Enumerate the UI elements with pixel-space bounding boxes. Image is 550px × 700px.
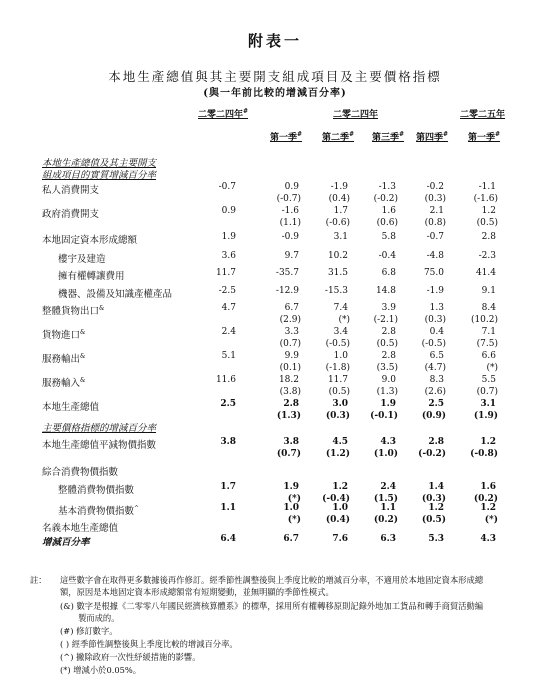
- header-q4-2024: 第四季#: [416, 131, 449, 143]
- cell-sub-q3: (0.2): [373, 515, 398, 525]
- cell-sub-q4: (4.7): [424, 363, 446, 373]
- cell-q5: 1.2: [480, 437, 496, 447]
- cell-q3: 1.1: [380, 503, 396, 513]
- nominal-q2: 7.6: [332, 534, 348, 544]
- cell-sub-q1: (*): [287, 515, 301, 525]
- cell-q4: -1.9: [426, 286, 444, 296]
- header-q2-2024: 第二季#: [322, 131, 355, 143]
- cell-q2: 1.7: [333, 206, 348, 216]
- cell-q3: 2.4: [380, 482, 396, 492]
- cell-sub-q3: (-2.1): [373, 315, 398, 325]
- cell-q4: 0.4: [429, 327, 444, 337]
- row-label-mark: &: [80, 328, 86, 336]
- row-label: [42, 232, 137, 246]
- note-line: (&) 數字是根據《二零零八年國民經濟核算體系》的標準，採用所有權轉移原則記錄外地加工貨品和轉手商貿活動編: [60, 601, 484, 611]
- cell-q4: 1.2: [428, 503, 444, 513]
- nominal-gdp-label: 名義本地生產總值: [42, 523, 119, 534]
- cell-q1: 1.0: [283, 503, 299, 513]
- header-annual-2024: 二零二四年#: [198, 108, 249, 120]
- note-line: 製而成的。: [78, 613, 120, 623]
- cell-q1: -0.9: [281, 232, 299, 242]
- cell-q5: 3.1: [480, 399, 496, 409]
- cell-q5: 41.4: [475, 268, 496, 278]
- notes-label: 註：: [30, 575, 47, 585]
- cell-q2: 3.0: [332, 399, 348, 409]
- cell-sub-q3: (-0.2): [373, 194, 398, 204]
- cell-sub-q4: (0.3): [424, 315, 446, 325]
- row-label-text: 政府消費開支: [42, 209, 100, 220]
- cell-q5: 2.8: [481, 232, 496, 242]
- cell-q5: 1.2: [480, 503, 496, 513]
- cell-q3: 1.9: [380, 399, 396, 409]
- row-label: [42, 464, 118, 478]
- section-title-gdp-line2: 組成項目的實質增減百分率: [42, 170, 157, 181]
- row-label: [58, 286, 172, 300]
- cell-annual: 1.9: [221, 232, 236, 242]
- row-label-text: 整體貨物出口: [42, 306, 100, 317]
- cell-annual: 5.1: [221, 351, 236, 361]
- cell-q3: 4.3: [380, 437, 396, 447]
- cell-sub-q3: (-0.1): [370, 411, 398, 421]
- cell-sub-q3: (0.6): [376, 218, 398, 228]
- cell-q2: 7.4: [333, 303, 348, 313]
- cell-q4: 2.5: [428, 399, 444, 409]
- cell-sub-q5: (*): [484, 515, 498, 525]
- cell-q2: 1.2: [332, 482, 348, 492]
- row-label-text: 本地生產總值平減物價指數: [42, 440, 157, 451]
- cell-sub-q4: (-0.2): [418, 449, 446, 459]
- cell-sub-q2: (0.5): [328, 387, 350, 397]
- cell-sub-q1: (0.1): [279, 363, 301, 373]
- row-label: [58, 251, 106, 265]
- row-label-text: 服務輸出: [42, 354, 81, 365]
- cell-q3: 3.9: [381, 303, 396, 313]
- cell-sub-q2: (-0.4): [322, 494, 350, 504]
- row-label: [42, 303, 104, 317]
- cell-annual: 11.7: [215, 268, 236, 278]
- cell-sub-q3: (1.5): [373, 494, 398, 504]
- cell-sub-q1: (*): [287, 494, 301, 504]
- cell-q5: 6.6: [481, 351, 496, 361]
- cell-q3: 2.8: [381, 351, 396, 361]
- nominal-q5: 4.3: [480, 534, 496, 544]
- cell-q5: 7.1: [481, 327, 496, 337]
- cell-q1: 3.3: [284, 327, 299, 337]
- cell-annual: 1.7: [220, 482, 236, 492]
- row-label-text: 整體消費物價指數: [58, 485, 135, 496]
- row-label-text: 綜合消費物價指數: [42, 467, 119, 478]
- cell-q3: 6.8: [381, 268, 396, 278]
- section-title-gdp-line1: 本地生產總值及其主要開支: [42, 158, 157, 169]
- cell-annual: -0.7: [218, 182, 236, 192]
- cell-sub-q2: (0.3): [325, 411, 350, 421]
- cell-q1: -1.6: [281, 206, 299, 216]
- cell-q2: 1.0: [332, 503, 348, 513]
- cell-annual: 3.8: [220, 437, 236, 447]
- cell-sub-q4: (2.6): [424, 387, 446, 397]
- page-title: 附表一: [247, 32, 302, 50]
- header-quarters-2025: 二零二五年: [460, 110, 506, 120]
- cell-annual: 4.7: [221, 303, 236, 313]
- row-label-text: 機器、設備及知識產權產品: [58, 289, 173, 300]
- cell-q3: 14.8: [375, 286, 396, 296]
- cell-sub-q3: (1.0): [373, 449, 398, 459]
- cell-q4: -4.8: [426, 251, 444, 261]
- nominal-q3: 6.3: [380, 534, 396, 544]
- note-line: (*) 增減小於0.05%。: [60, 665, 142, 675]
- row-label-mark: &: [99, 304, 105, 312]
- cell-q2: 31.5: [327, 268, 348, 278]
- cell-sub-q1: (-0.7): [276, 194, 301, 204]
- cell-annual: 3.6: [221, 251, 236, 261]
- cell-q1: 9.9: [284, 351, 299, 361]
- cell-q4: 2.1: [429, 206, 444, 216]
- cell-sub-q4: (0.3): [421, 494, 446, 504]
- cell-q2: 10.2: [327, 251, 348, 261]
- cell-q5: 8.4: [481, 303, 496, 313]
- cell-q4: 75.0: [423, 268, 444, 278]
- cell-annual: 1.1: [220, 503, 236, 513]
- row-label: [58, 503, 139, 517]
- cell-sub-q2: (0.4): [325, 515, 350, 525]
- cell-q1: 18.2: [278, 375, 299, 385]
- cell-sub-q5: (10.2): [470, 315, 498, 325]
- row-label: [58, 482, 134, 496]
- header-q1-2024: 第一季#: [270, 131, 303, 143]
- cell-sub-q1: (0.7): [276, 449, 301, 459]
- cell-sub-q1: (1.1): [279, 218, 301, 228]
- row-label: [42, 206, 99, 220]
- cell-sub-q5: (1.9): [473, 411, 498, 421]
- row-label-text: 擁有權轉讓費用: [58, 271, 125, 282]
- cell-q4: 1.3: [429, 303, 444, 313]
- cell-q2: 4.5: [332, 437, 348, 447]
- cell-q3: 5.8: [381, 232, 396, 242]
- row-label-text: 服務輸入: [42, 378, 81, 389]
- cell-q1: 3.8: [283, 437, 299, 447]
- cell-q3: 1.6: [381, 206, 396, 216]
- cell-q5: -2.3: [478, 251, 496, 261]
- cell-q1: 9.7: [284, 251, 299, 261]
- cell-sub-q2: (-0.6): [325, 218, 350, 228]
- nominal-q1: 6.7: [283, 534, 299, 544]
- cell-sub-q4: (0.3): [424, 194, 446, 204]
- row-label-text: 私人消費開支: [42, 185, 100, 196]
- cell-q2: 3.1: [333, 232, 348, 242]
- nominal-gdp-label-2: 增減百分率: [42, 537, 90, 548]
- row-label-text: 本地固定資本形成總額: [42, 235, 138, 246]
- header-q1-2025: 第一季#: [468, 131, 501, 143]
- cell-q5: 9.1: [481, 286, 496, 296]
- cell-q1: 6.7: [284, 303, 299, 313]
- cell-sub-q5: (0.2): [473, 494, 498, 504]
- row-label: [42, 399, 99, 413]
- cell-q4: 1.4: [428, 482, 444, 492]
- cell-q2: 3.4: [333, 327, 348, 337]
- note-line: 額，原因是本地固定資本形成總額常有短期變動，並無明顯的季節性模式。: [60, 587, 334, 597]
- note-line: ( ) 經季節性調整後與上季度比較的增減百分率。: [60, 639, 238, 649]
- note-line: (^) 撇除政府一次性紓緩措施的影響。: [60, 652, 201, 662]
- cell-q3: 9.0: [381, 375, 396, 385]
- cell-annual: -2.5: [218, 286, 236, 296]
- cell-annual: 11.6: [215, 375, 236, 385]
- cell-sub-q5: (*): [486, 363, 498, 373]
- cell-annual: 2.4: [221, 327, 236, 337]
- row-label-text: 樓宇及建造: [58, 254, 106, 265]
- cell-sub-q5: (7.5): [476, 339, 498, 349]
- cell-q3: -0.4: [378, 251, 396, 261]
- cell-q5: 1.2: [481, 206, 496, 216]
- cell-q1: 2.8: [283, 399, 299, 409]
- cell-q4: 8.3: [429, 375, 444, 385]
- row-label-mark: &: [80, 352, 86, 360]
- nominal-q4: 5.3: [428, 534, 444, 544]
- cell-sub-q1: (2.9): [279, 315, 301, 325]
- row-label-mark: ^: [134, 504, 140, 512]
- cell-annual: 2.5: [220, 399, 236, 409]
- cell-sub-q2: (*): [338, 315, 350, 325]
- cell-q4: 6.5: [429, 351, 444, 361]
- row-label-text: 本地生產總值: [42, 402, 100, 413]
- cell-q2: -15.3: [324, 286, 348, 296]
- cell-sub-q5: (-0.8): [470, 449, 498, 459]
- cell-sub-q5: (0.7): [476, 387, 498, 397]
- header-q3-2024: 第三季#: [372, 131, 405, 143]
- row-label: [42, 327, 85, 341]
- cell-sub-q2: (0.4): [328, 194, 350, 204]
- cell-q2: 1.0: [333, 351, 348, 361]
- row-label-text: 基本消費物價指數: [58, 506, 135, 517]
- cell-sub-q1: (0.7): [279, 339, 301, 349]
- row-label: [42, 375, 85, 389]
- cell-q3: -1.3: [378, 182, 396, 192]
- cell-sub-q1: (1.3): [276, 411, 301, 421]
- cell-q4: -0.7: [426, 232, 444, 242]
- section-title-prices: 主要價格指標的增減百分率: [42, 423, 157, 434]
- cell-sub-q4: (0.8): [424, 218, 446, 228]
- cell-sub-q4: (0.5): [421, 515, 446, 525]
- cell-sub-q4: (-0.5): [421, 339, 446, 349]
- table-subtitle: (與一年前比較的增減百分率): [203, 88, 347, 99]
- cell-q2: 11.7: [327, 375, 348, 385]
- cell-q5: -1.1: [478, 182, 496, 192]
- cell-q1: 0.9: [284, 182, 299, 192]
- row-label-text: 貨物進口: [42, 330, 81, 341]
- row-label-mark: &: [80, 376, 86, 384]
- table-title: 本地生產總值與其主要開支組成項目及主要價格指標: [108, 69, 442, 84]
- cell-sub-q3: (3.5): [376, 363, 398, 373]
- cell-q2: -1.9: [330, 182, 348, 192]
- cell-sub-q3: (1.3): [376, 387, 398, 397]
- cell-q1: -12.9: [275, 286, 299, 296]
- row-label: [42, 351, 85, 365]
- note-line: 這些數字會在取得更多數據後再作修訂。經季節性調整後與上季度比較的增減百分率，不適用於本地固定資本形成總: [60, 575, 484, 585]
- row-label: [42, 182, 99, 196]
- cell-sub-q5: (0.5): [476, 218, 498, 228]
- cell-q1: 1.9: [283, 482, 299, 492]
- cell-q4: -0.2: [426, 182, 444, 192]
- header-quarters-2024: 二零二四年: [333, 110, 379, 120]
- row-label: [58, 268, 125, 282]
- cell-q5: 1.6: [480, 482, 496, 492]
- row-label: [42, 437, 156, 451]
- note-line: (#) 修訂數字。: [60, 626, 118, 636]
- cell-annual: 0.9: [221, 206, 236, 216]
- cell-sub-q5: (-1.6): [473, 194, 498, 204]
- cell-q5: 5.5: [481, 375, 496, 385]
- cell-q4: 2.8: [428, 437, 444, 447]
- cell-q3: 2.8: [381, 327, 396, 337]
- cell-sub-q3: (0.5): [376, 339, 398, 349]
- nominal-annual: 6.4: [220, 534, 236, 544]
- cell-sub-q4: (0.9): [421, 411, 446, 421]
- cell-sub-q1: (3.8): [279, 387, 301, 397]
- cell-sub-q2: (-0.5): [325, 339, 350, 349]
- cell-q1: -35.7: [275, 268, 299, 278]
- cell-sub-q2: (1.2): [325, 449, 350, 459]
- cell-sub-q2: (-1.8): [325, 363, 350, 373]
